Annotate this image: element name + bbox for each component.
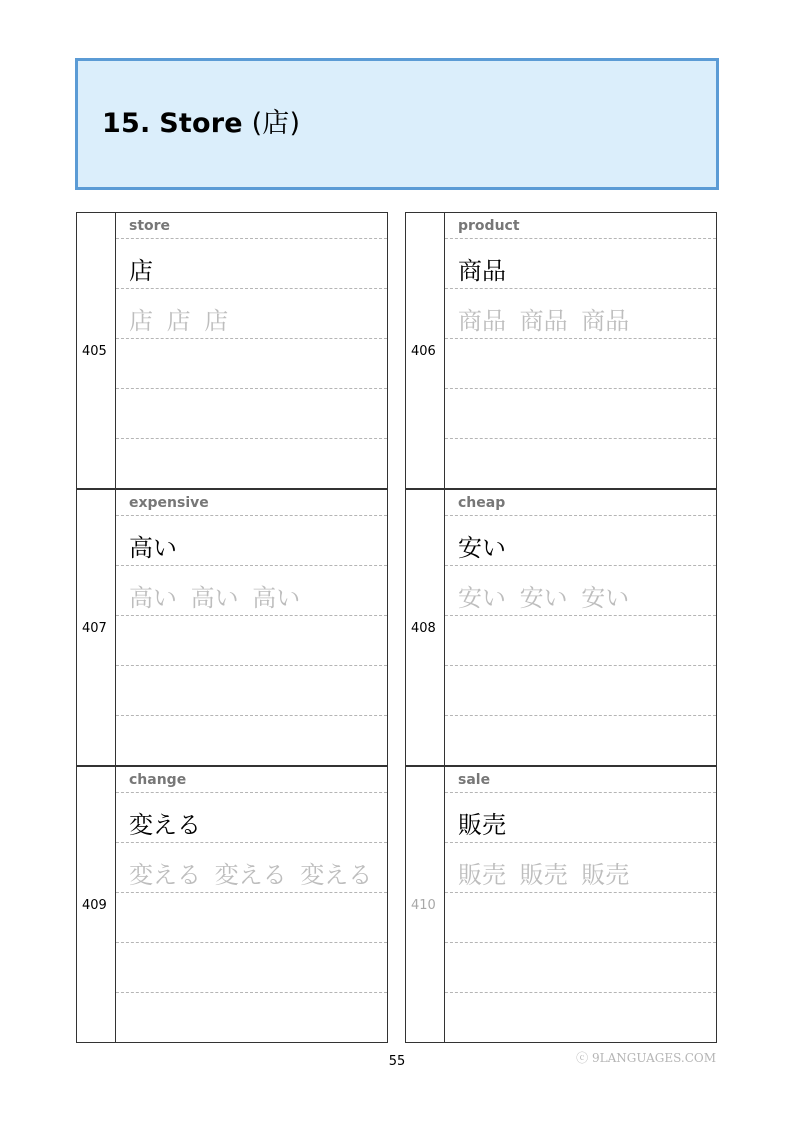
japanese-word: 高い	[129, 534, 177, 562]
japanese-word: 販売	[458, 811, 506, 839]
lesson-kanji: (店)	[251, 108, 301, 139]
vocab-card	[405, 212, 717, 489]
english-label: store	[129, 218, 171, 234]
japanese-word: 安い	[458, 534, 506, 562]
card-number: 408	[411, 621, 436, 636]
word-row	[116, 239, 387, 289]
trace-row	[445, 843, 716, 893]
trace-word: 安い 安い 安い	[458, 584, 630, 612]
english-label: sale	[458, 772, 491, 788]
practice-line	[116, 616, 387, 666]
english-label: cheap	[458, 495, 506, 511]
trace-word: 商品 商品 商品	[458, 307, 630, 335]
lesson-word: Store	[159, 108, 243, 139]
trace-row	[445, 289, 716, 339]
card-content	[445, 767, 716, 1042]
practice-line	[445, 943, 716, 993]
english-row	[116, 767, 387, 793]
vocab-card	[76, 212, 388, 489]
card-content	[116, 490, 387, 765]
trace-word: 店 店 店	[129, 307, 229, 335]
practice-line	[445, 893, 716, 943]
page-number: 55	[388, 1054, 406, 1069]
practice-line	[116, 389, 387, 439]
english-row	[445, 767, 716, 793]
card-number-column	[406, 767, 445, 1042]
trace-row	[116, 289, 387, 339]
vocab-card	[405, 489, 717, 766]
trace-row	[116, 843, 387, 893]
english-row	[116, 490, 387, 516]
english-row	[116, 213, 387, 239]
practice-line	[445, 666, 716, 716]
english-row	[445, 213, 716, 239]
practice-line	[445, 616, 716, 666]
copyright-notice: ⓒ 9LANGUAGES.COM	[576, 1051, 716, 1065]
card-number: 407	[82, 621, 107, 636]
word-row	[116, 793, 387, 843]
card-number: 406	[411, 344, 436, 359]
word-row	[445, 793, 716, 843]
vocab-card	[405, 766, 717, 1043]
vocab-card	[76, 489, 388, 766]
practice-line	[445, 339, 716, 389]
card-number: 405	[82, 344, 107, 359]
japanese-word: 変える	[129, 811, 201, 839]
english-row	[445, 490, 716, 516]
practice-line	[116, 943, 387, 993]
card-number-column	[406, 213, 445, 488]
word-row	[445, 516, 716, 566]
card-number-column	[77, 213, 116, 488]
lesson-title	[102, 107, 300, 141]
trace-word: 変える 変える 変える	[129, 861, 373, 889]
card-number-column	[77, 490, 116, 765]
english-label: expensive	[129, 495, 209, 511]
practice-line	[116, 666, 387, 716]
lesson-number: 15.	[102, 108, 151, 139]
practice-line	[445, 389, 716, 439]
word-row	[445, 239, 716, 289]
card-content	[445, 213, 716, 488]
trace-row	[116, 566, 387, 616]
japanese-word: 商品	[458, 257, 506, 285]
card-content	[116, 213, 387, 488]
card-number-column	[406, 490, 445, 765]
vocab-card	[76, 766, 388, 1043]
english-label: product	[458, 218, 520, 234]
card-number-column	[77, 767, 116, 1042]
japanese-word: 店	[129, 257, 153, 285]
practice-line	[116, 893, 387, 943]
trace-row	[445, 566, 716, 616]
card-content	[445, 490, 716, 765]
english-label: change	[129, 772, 187, 788]
card-content	[116, 767, 387, 1042]
word-row	[116, 516, 387, 566]
trace-word: 販売 販売 販売	[458, 861, 630, 889]
lesson-header	[75, 58, 719, 190]
trace-word: 高い 高い 高い	[129, 584, 301, 612]
card-number: 409	[82, 898, 107, 913]
card-number: 410	[411, 898, 436, 913]
practice-line	[116, 339, 387, 389]
